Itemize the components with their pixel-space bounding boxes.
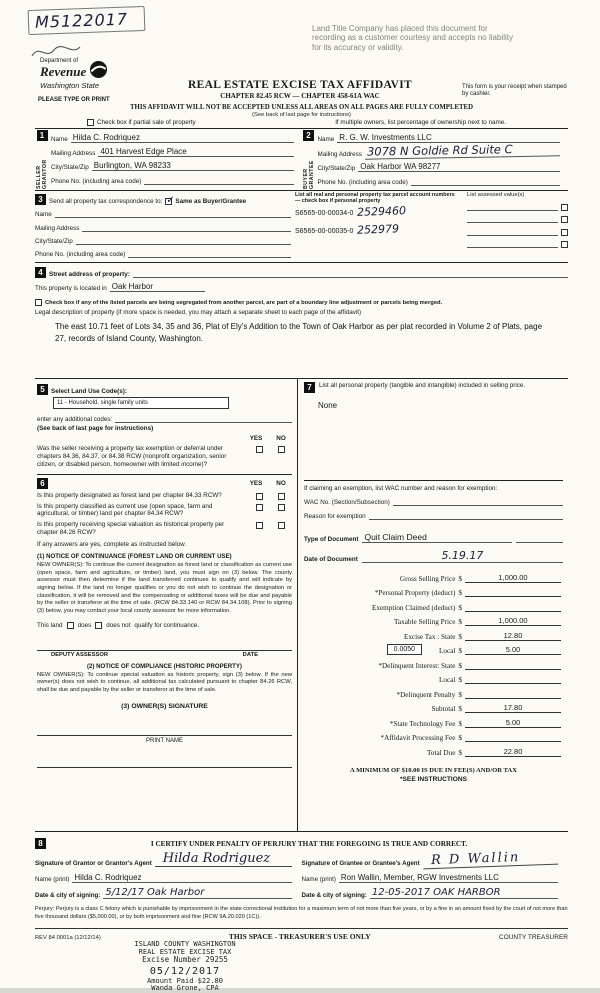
money-row-label: *Personal Property (deduct) (374, 589, 456, 597)
same-as-buyer-checkbox[interactable] (165, 198, 172, 205)
dollar-sign: $ (458, 603, 462, 612)
seller-side-label (36, 143, 48, 189)
see-back-note: (See back of last page for instructions) (252, 112, 351, 118)
same-as-buyer-label: Same as Buyer/Grantee (175, 198, 247, 206)
money-row (304, 612, 563, 627)
parties-section (35, 128, 568, 190)
additional-codes-label: enter any additional codes: (37, 416, 113, 423)
section-8 (35, 838, 568, 899)
correspondence-mailing-field[interactable] (82, 223, 291, 232)
grantee-signature-label: Signature of Grantee or Grantee's Agent (301, 860, 420, 867)
grantor-signature-label: Signature of Grantor or Grantor's Agent (35, 860, 152, 867)
land-use-title: Select Land Use Code(s): (51, 388, 127, 395)
footer-row (35, 928, 568, 941)
personal-property-checkbox[interactable] (561, 229, 568, 236)
money-row-label: Gross Selling Price (399, 574, 456, 583)
buyer-sidetab (302, 129, 316, 190)
dept-of-label: Department of (40, 58, 79, 64)
assessed-header: List assessed value(s) (467, 192, 525, 198)
street-address-label: Street address of property: (49, 271, 130, 278)
type-of-document-line[interactable] (516, 534, 563, 543)
minimum-fee-note: A MINIMUM OF $10.00 IS DUE IN FEE(S) AND/OR TAX (350, 766, 517, 774)
seller-sidetab (35, 129, 49, 190)
historic-yes-checkbox[interactable] (256, 522, 263, 529)
section-6 (37, 478, 292, 769)
excise-tax-state-value: 12.80 (465, 631, 561, 641)
money-row (304, 728, 563, 743)
stamp-amount-paid: Amount Paid $22.80 (147, 976, 223, 985)
stamp-county-line: ISLAND COUNTY WASHINGTON (134, 940, 236, 948)
left-column (35, 379, 298, 831)
seller-name-field[interactable]: Hilda C. Rodriquez (71, 133, 294, 143)
buyer-city-label: City/State/Zip (317, 165, 356, 172)
land-title-note: Land Title Company has placed this document for recording as a customer courtesy and accepts no liability for its accuracy or validity. (312, 24, 513, 52)
money-row-label: Excise Tax : State (403, 632, 456, 641)
dollar-sign: $ (458, 647, 462, 655)
buyer-city-field[interactable]: Oak Harbor WA 98277 (358, 162, 560, 172)
section-3-number: 3 (35, 194, 46, 205)
notice1-body: NEW OWNER(S): To continue the current designation as forest land or classification as current use (open space, farm and agriculture, or timber) land, you must sign on (3) below. The county assessor must then determine if the land transferred continues to qualify and will indicate by signing below. If the land no longer qualifies or you do not wish to continue the designation or classification, it will be removed and the compensating or additional taxes will be due and payable by the seller or transferor at the time of sale. (RCW 84.33.140 or RCW 84.34.108). Prior to signing (3) below, you may contact your local county assessor for more information. (37, 562, 292, 614)
notice2-body: NEW OWNER(S): To continue special valuation as historic property, sign (3) below. If the new owner(s) does not wish to continue, all additional tax calculated pursuant to chapter 84.26 RCW, shall be due and payable by the seller or transferor at the time of sale. (37, 671, 292, 693)
partial-sale-checkbox[interactable] (87, 119, 94, 126)
type-of-document-field[interactable]: Quit Claim Deed (362, 532, 512, 543)
dollar-sign: $ (458, 574, 462, 583)
yes-header: YES (249, 479, 263, 487)
dor-logo-icon (89, 60, 108, 79)
perjury-clause: Perjury: Perjury is a class C felony which is punishable by imprisonment in the state correctional institution for a maximum term of not more than five years, or by a fine in an amount fixed by the court of not more than five thousand dollars ($5,000.00), or by both imprisonment and fine (RCW 9A.20.020 (1C)). (35, 906, 568, 920)
revenue-label: Revenue (40, 64, 87, 79)
qualify-line (37, 622, 292, 629)
total-due-value: 22.80 (465, 747, 561, 757)
seller-word: SELLER (36, 165, 42, 189)
buyer-phone-field[interactable] (411, 177, 560, 186)
gross-selling-price-value: 1,000.00 (465, 573, 561, 583)
money-row (304, 568, 563, 583)
current-use-question: Is this property classified as current use (open space, farm and agricultural, or timber) land per chapter 84.34 RCW? (37, 502, 213, 518)
dollar-sign: $ (458, 705, 462, 713)
grantee-signature[interactable]: R D Wallin (422, 849, 558, 870)
buyer-phone-label: Phone No. (including area code) (317, 179, 408, 186)
exemption-label: If claiming an exemption, list WAC number and reason for exemption: (304, 485, 498, 492)
chapter-line: CHAPTER 82.45 RCW — CHAPTER 458-61A WAC (220, 92, 380, 100)
parcel-account: S6565-00-00034-0 (295, 209, 354, 217)
money-row-label: *Delinquent Penalty (396, 690, 456, 699)
notice1-title: (1) NOTICE OF CONTINUANCE (FOREST LAND OR CURRENT USE) (37, 553, 232, 561)
exemption-reason-field[interactable] (369, 511, 563, 520)
no-header: NO (276, 479, 286, 487)
warning-line: THIS AFFIDAVIT WILL NOT BE ACCEPTED UNLESS ALL AREAS ON ALL PAGES ARE FULLY COMPLETED (130, 104, 473, 111)
current-use-no-checkbox[interactable] (278, 504, 285, 511)
dollar-sign: $ (458, 618, 462, 626)
legal-description-text: The east 10.71 feet of Lots 34, 35 and 36, Plat of Ely's Addition to the Town of Oak Harbor as per plat recorded in Volume 2 of Plats, page 27, records of Island County, Washington. (55, 322, 543, 343)
seller-mailing-label: Mailing Address (51, 150, 96, 157)
personal-property-deduct-value (465, 588, 561, 597)
land-use-code-field[interactable]: 11 - Household, single family units (53, 397, 229, 409)
historic-question: Is this property receiving special valuation as historical property per chapter 84.26 RCW? (37, 521, 225, 537)
money-row (304, 684, 563, 699)
print-name-line[interactable] (37, 756, 292, 768)
section-7 (304, 381, 563, 481)
personal-property-checkbox[interactable] (561, 241, 568, 248)
correspondence-block (35, 192, 291, 261)
grantor-signature[interactable]: Hilda Rodriguez (155, 851, 292, 867)
correspondence-city-label: City/State/Zip (35, 237, 73, 245)
forest-yes-checkbox[interactable] (256, 493, 263, 500)
certify-statement: I CERTIFY UNDER PENALTY OF PERJURY THAT THE FOREGOING IS TRUE AND CORRECT. (150, 839, 468, 848)
grantor-date-field[interactable]: 5/12/17 Oak Harbor (103, 887, 291, 899)
handwritten-file-number: M5122017 (28, 6, 146, 35)
deferral-question: Was the seller receiving a property tax exemption or deferral under chapters 84.36, 84.37, or 84.38 RCW (nonprofit organization, senior citizen, or disabled person, homeowner with limited income)? (37, 445, 227, 468)
excise-tax-local-value: 5.00 (465, 645, 561, 655)
state-technology-fee-value: 5.00 (465, 718, 561, 728)
exemption-claimed-value (465, 603, 561, 612)
seller-mailing-field[interactable]: 401 Harvest Edge Place (98, 147, 293, 157)
money-row (304, 597, 563, 612)
grantee-date-field[interactable]: 12-05-2017 OAK HARBOR (370, 887, 558, 899)
owner-signature-line[interactable] (37, 724, 292, 736)
section-1-number: 1 (37, 130, 48, 141)
assessed-value-field[interactable] (467, 239, 558, 248)
seller-block (35, 129, 302, 190)
personal-property-value[interactable]: None (318, 401, 338, 410)
personal-property-checkbox[interactable] (561, 216, 568, 223)
section-8-number: 8 (35, 838, 46, 849)
historic-no-checkbox[interactable] (278, 522, 285, 529)
seller-city-field[interactable]: Burlington, WA 98233 (92, 161, 294, 171)
see-instructions-note: *SEE INSTRUCTIONS (399, 775, 468, 783)
section-4 (35, 262, 568, 345)
taxable-selling-price-value: 1,000.00 (465, 616, 561, 626)
section-7-number: 7 (304, 382, 315, 393)
money-row (304, 670, 563, 685)
money-row-label: Total Due (426, 748, 456, 757)
correspondence-name-label: Name (35, 211, 52, 219)
date-label: DATE (242, 651, 258, 658)
grantee-name-print-label: Name (print) (301, 876, 336, 883)
dor-logo (40, 58, 108, 90)
section-4-number: 4 (35, 267, 46, 278)
money-row-label: *State Technology Fee (389, 719, 456, 728)
buyer-mailing-label: Mailing Address (317, 151, 362, 158)
land-does-checkbox[interactable] (67, 622, 74, 629)
stamp-date: 05/12/2017 (149, 965, 221, 977)
buyer-block (302, 129, 569, 190)
dollar-sign: $ (458, 661, 462, 670)
assessed-value-field[interactable] (467, 214, 558, 223)
main-two-column-area (35, 378, 568, 832)
stamp-cashier-name: Wanda Grone, CPA (151, 984, 219, 993)
forest-land-question: Is this property designated as forest land per chapter 84.33 RCW? (37, 491, 222, 499)
section-5 (37, 381, 292, 475)
assessed-values-column (459, 192, 568, 261)
money-row (304, 583, 563, 598)
grantee-date-label: Date & city of signing: (301, 892, 367, 899)
grantor-name-field[interactable]: Hilda C. Rodriquez (72, 873, 291, 883)
correspondence-name-field[interactable] (55, 209, 291, 218)
parcel-row (295, 223, 459, 241)
delinquent-interest-local-value (465, 675, 561, 684)
seller-name-label: Name (51, 136, 68, 143)
right-column (298, 379, 568, 831)
stamp-excise-number: Excise Number 29255 (142, 955, 228, 965)
buyer-mailing-field[interactable]: 3078 N Goldie Rd Suite C (365, 141, 560, 159)
owners-signature-title: (3) OWNER(S) SIGNATURE (121, 703, 208, 711)
does-label: does (77, 621, 92, 629)
does-not-label: does not (106, 621, 131, 629)
multiple-owners-note: If multiple owners, list percentage of ownership next to name. (335, 119, 506, 126)
delinquent-interest-state-value (465, 661, 561, 670)
street-address-field[interactable] (133, 269, 568, 278)
correspondence-city-field[interactable] (76, 236, 291, 245)
washington-state-label: Washington State (40, 81, 100, 90)
buyer-word: BUYER (302, 168, 309, 189)
dollar-sign: $ (458, 632, 462, 641)
partial-sale-label: Check box if partial sale of property (97, 119, 196, 126)
section-6-number: 6 (37, 478, 48, 489)
money-row (304, 699, 563, 714)
parcel-header: List all real and personal property tax parcel account numbers — check box if personal property (295, 192, 455, 205)
assessed-value-field[interactable] (467, 227, 558, 236)
buyer-name-label: Name (317, 136, 335, 143)
money-row-label: *Affidavit Processing Fee (380, 734, 456, 742)
partial-sale-row (35, 119, 568, 126)
type-of-document-label: Type of Document (304, 536, 359, 543)
parcel-account: S6565-00-00035-0 (295, 227, 354, 235)
please-type-label: PLEASE TYPE OR PRINT (38, 97, 110, 103)
dollar-sign: $ (458, 676, 462, 684)
seller-phone-label: Phone No. (including area code) (51, 178, 142, 185)
money-row-label: Taxable Selling Price (394, 618, 456, 626)
section-2-number: 2 (303, 130, 314, 141)
wac-label: WAC No. (Section/Subsection) (304, 499, 390, 506)
money-row (304, 713, 563, 728)
reason-label: Reason for exemption (304, 513, 366, 520)
buyer-name-field[interactable]: R. G. W. Investments LLC (337, 133, 560, 143)
assessed-value-field[interactable] (467, 202, 558, 211)
subtotal-value: 17.80 (465, 703, 561, 713)
dollar-sign: $ (458, 734, 462, 742)
section-3 (35, 190, 568, 261)
print-name-label: PRINT NAME (146, 738, 183, 745)
money-row (304, 742, 563, 757)
money-row-label: Local (439, 676, 456, 684)
dollar-sign: $ (458, 589, 462, 597)
parcel-written-value: 252979 (357, 222, 400, 237)
deputy-assessor-line[interactable] (37, 639, 292, 651)
grantee-word: GRANTEE (308, 160, 315, 189)
grantee-signing-block (302, 851, 569, 899)
dollar-sign: $ (458, 748, 462, 757)
if-yes-note: If any answers are yes, complete as instructed below. (37, 541, 187, 549)
correspondence-phone-label: Phone No. (including area code) (35, 250, 126, 258)
exemption-block (304, 485, 563, 520)
deferral-no-checkbox[interactable] (278, 446, 285, 453)
notice2-title: (2) NOTICE OF COMPLIANCE (HISTORIC PROPERTY) (87, 662, 242, 670)
money-row (304, 641, 563, 656)
located-in-label: This property is located in (35, 285, 107, 292)
this-land-label: This land (37, 621, 63, 629)
grantor-date-label: Date & city of signing: (35, 892, 101, 899)
deputy-assessor-label: DEPUTY ASSESSOR (51, 651, 109, 658)
section-5-number: 5 (37, 384, 48, 395)
dollar-sign: $ (458, 690, 462, 699)
treasurer-stamp (80, 941, 290, 993)
grantor-name-print-label: Name (print) (35, 876, 70, 883)
parcel-written-value: 2529460 (357, 204, 407, 219)
parcel-row (295, 205, 459, 223)
correspondence-mailing-label: Mailing Address (35, 224, 80, 232)
delinquent-penalty-value (465, 690, 561, 699)
county-treasurer-label: COUNTY TREASURER (498, 934, 568, 941)
affidavit-processing-fee-value (465, 733, 561, 742)
send-correspondence-label: Send all property tax correspondence to: (49, 198, 163, 206)
financial-table (304, 568, 563, 757)
stamp-tax-line: REAL ESTATE EXCISE TAX (138, 947, 232, 956)
grantee-name-field[interactable]: Ron Wallin, Member, RGW Investments LLC (339, 873, 558, 883)
local-rate-box: 0.0050 (387, 644, 422, 655)
form-title-block (140, 79, 460, 100)
no-header: NO (276, 435, 286, 442)
current-use-yes-checkbox[interactable] (256, 504, 263, 511)
money-row-label: *Delinquent Interest: State (378, 661, 456, 670)
yes-header: YES (249, 435, 263, 442)
parcel-block (291, 192, 568, 261)
seller-city-label: City/State/Zip (51, 164, 89, 171)
qualify-label: qualify for continuance. (134, 621, 200, 629)
date-of-document-label: Date of Document (304, 556, 358, 563)
rev-number: REV 84 0001a (12/12/14) (35, 935, 101, 941)
grantor-word: GRANTOR (42, 159, 48, 189)
money-row-label: Exemption Claimed (deduct) (371, 603, 456, 612)
legal-description-label: Legal description of property (if more space is needed, you may attach a separate sheet to each page of the affidavit) (35, 309, 362, 316)
treasurer-space-label: THIS SPACE - TREASURER'S USE ONLY (228, 932, 371, 941)
money-row (304, 626, 563, 641)
additional-codes-field[interactable] (115, 414, 292, 423)
personal-property-checkbox[interactable] (561, 204, 568, 211)
deferral-yes-checkbox[interactable] (256, 446, 263, 453)
buyer-side-label (303, 143, 315, 189)
money-row (304, 655, 563, 670)
seller-phone-field[interactable] (144, 176, 293, 185)
grantor-signing-block (35, 851, 302, 899)
money-row-label: Subtotal (431, 705, 456, 713)
forest-no-checkbox[interactable] (278, 493, 285, 500)
wac-number-field[interactable] (393, 497, 563, 506)
money-row-label: Local (439, 647, 456, 655)
located-in-field[interactable]: Oak Harbor (110, 282, 205, 292)
segregated-label: Check box if any of the listed parcels are being segregated from another parcel, are part of a boundary line adjustment or parcels being merged. (45, 300, 443, 306)
see-back-label: (See back of last page for instructions) (37, 425, 154, 432)
correspondence-phone-field[interactable] (128, 249, 291, 258)
form-title: REAL ESTATE EXCISE TAX AFFIDAVIT (188, 79, 412, 91)
personal-property-label: List all personal property (tangible and intangible) included in selling price. (319, 382, 526, 389)
receipt-note: This form is your receipt when stamped by cashier. (462, 84, 567, 98)
dollar-sign: $ (458, 719, 462, 728)
land-does-not-checkbox[interactable] (95, 622, 102, 629)
date-of-document-field[interactable]: 5.19.17 (362, 549, 563, 563)
segregated-checkbox[interactable] (35, 299, 42, 306)
